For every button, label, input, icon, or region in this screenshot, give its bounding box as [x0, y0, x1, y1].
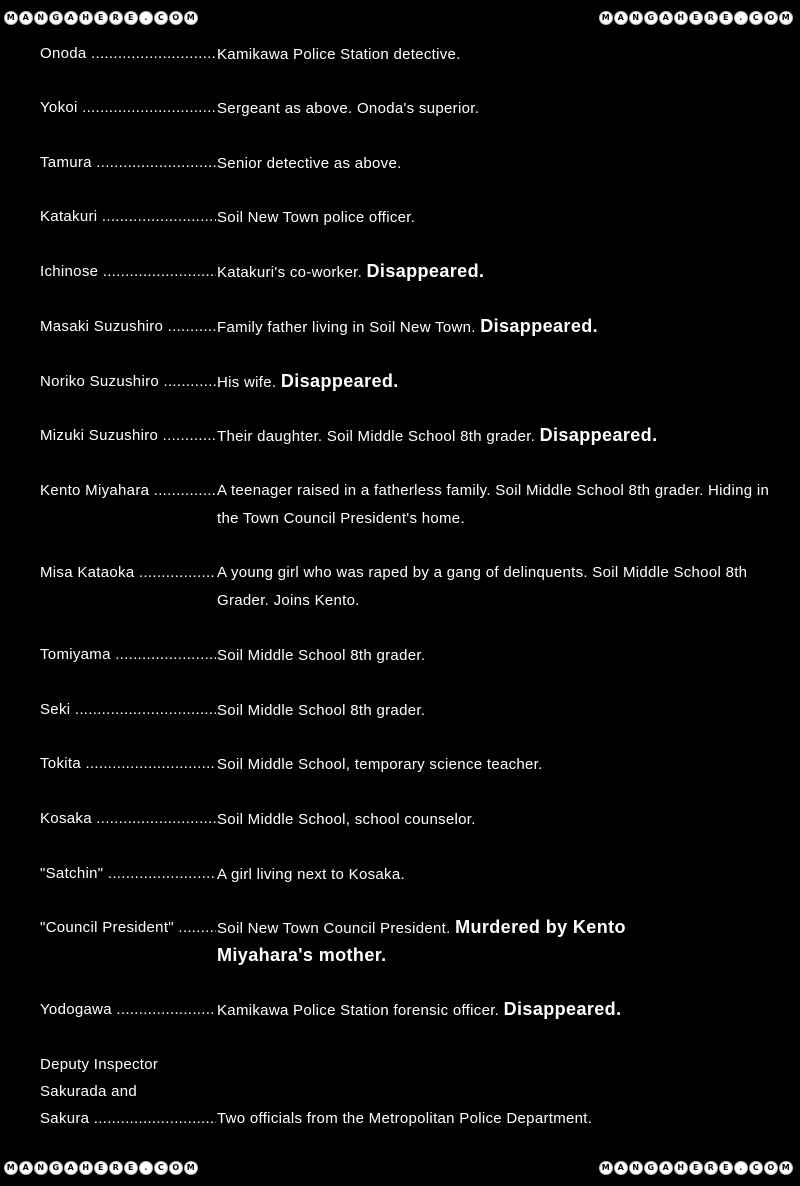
character-name: Ichinose ..... — [40, 258, 216, 285]
character-description: His wife. Disappeared. — [217, 371, 399, 391]
character-description: Kamikawa Police Station detective. — [217, 46, 461, 63]
character-description: Soil Middle School, school counselor. — [217, 811, 476, 828]
character-description: Senior detective as above. — [217, 155, 402, 172]
character-name: Tomiyama ..... — [40, 641, 216, 668]
character-name: Deputy Inspector Sakurada and Sakura ..... — [40, 1051, 216, 1132]
character-description: Soil Middle School, temporary science teacher. — [217, 756, 543, 773]
character-name: Masaki Suzushiro ..... — [40, 313, 216, 340]
watermark-bottom-left: M A N G A H E R E . C O M — [4, 1158, 199, 1178]
character-description: Soil Middle School 8th grader. — [217, 647, 426, 664]
character-description: Kamikawa Police Station forensic officer. Disappeared. — [217, 999, 622, 1019]
character-description: Two officials from the Metropolitan Police Department. — [217, 1110, 593, 1127]
watermark-bottom-right: M A N G A H E R E . C O M — [599, 1158, 794, 1178]
character-description: Soil Middle School 8th grader. — [217, 702, 426, 719]
character-name: Kento Miyahara ..... — [40, 477, 216, 504]
character-description: A teenager raised in a fatherless family. Soil Middle School 8th grader. Hiding in the Town Council President's home. — [217, 482, 770, 527]
character-name: Kosaka ..... — [40, 805, 216, 832]
watermark-top-left: M A N G A H E R E . C O M — [4, 8, 199, 28]
character-description: Katakuri's co-worker. Disappeared. — [217, 261, 485, 281]
character-description: A girl living next to Kosaka. — [217, 866, 405, 883]
character-description: Their daughter. Soil Middle School 8th grader. Disappeared. — [217, 425, 658, 445]
character-name: Onoda ..... — [40, 40, 216, 67]
character-name: Yokoi ..... — [40, 94, 216, 121]
character-description: Sergeant as above. Onoda's superior. — [217, 100, 480, 117]
character-description: A young girl who was raped by a gang of delinquents. Soil Middle School 8th Grader. Joins Kento. — [217, 564, 748, 609]
character-description: Soil New Town police officer. — [217, 209, 416, 226]
watermark-top-right: M A N G A H E R E . C O M — [599, 8, 794, 28]
character-name: "Council President" ..... — [40, 914, 216, 941]
character-name: Misa Kataoka ..... — [40, 559, 216, 586]
character-name: Mizuki Suzushiro ..... — [40, 422, 216, 449]
character-name: Yodogawa ..... — [40, 996, 216, 1023]
character-description: Family father living in Soil New Town. Disappeared. — [217, 316, 599, 336]
character-name: Katakuri ..... — [40, 203, 216, 230]
character-name: Tamura ..... — [40, 149, 216, 176]
character-name: Seki ..... — [40, 696, 216, 723]
character-name: "Satchin" ..... — [40, 860, 216, 887]
character-description: Soil New Town Council President. Murdered by Kento Miyahara's mother. — [217, 917, 626, 965]
character-name: Noriko Suzushiro ..... — [40, 368, 216, 395]
character-name: Tokita ..... — [40, 750, 216, 777]
